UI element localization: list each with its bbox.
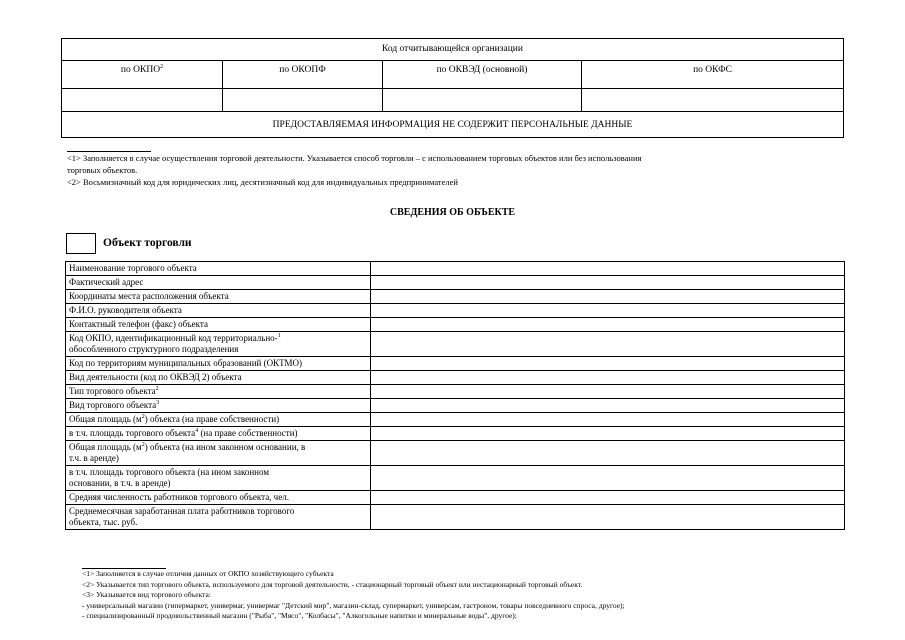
object-row (66, 290, 845, 304)
object-field-label-text: Наименование торгового объекта (69, 263, 197, 273)
object-row (66, 466, 845, 491)
object-field-label-text: Общая площадь (м (69, 414, 142, 424)
object-row (66, 304, 845, 318)
object-row (66, 413, 845, 427)
header-okopf: по ОКОПФ (223, 60, 383, 89)
header-okved: по ОКВЭД (основной) (383, 60, 582, 89)
object-field-label-text: Код по территориям муниципальных образований (ОКТМО) (69, 358, 302, 368)
object-row (66, 441, 845, 466)
object-field-value[interactable] (371, 505, 845, 530)
object-field-value[interactable] (371, 371, 845, 385)
object-field-label-text: Вид деятельности (код по ОКВЭД 2) объекта (69, 372, 242, 382)
object-info-table (65, 261, 845, 530)
object-row (66, 385, 845, 399)
object-row (66, 262, 845, 276)
footnote-line: - специализированный продовольственный магазин ("Рыба", "Мясо", "Колбасы", "Алкогольные напитки и минеральные воды", другое); (82, 611, 517, 620)
footnote-line: <1> Заполняется в случае отличия данных от ОКПО хозяйствующего субъекта (82, 569, 334, 578)
object-field-label (66, 385, 371, 399)
footnotes-top (67, 152, 857, 188)
object-field-label (66, 441, 371, 466)
footnote-line: <2> Восьмизначный код для юридических лиц, десятизначный код для индивидуальных предпринимателей (67, 177, 458, 187)
object-field-label (66, 332, 371, 357)
object-field-label-text: Общая площадь (м (69, 442, 142, 452)
object-field-label (66, 491, 371, 505)
object-row (66, 332, 845, 357)
okved-value-cell[interactable] (383, 89, 582, 112)
object-field-label-text: Тип торгового объекта (69, 386, 156, 396)
object-field-value[interactable] (371, 276, 845, 290)
object-title: Объект торговли (103, 237, 192, 249)
footnotes-bottom (82, 569, 882, 622)
object-field-value[interactable] (371, 466, 845, 491)
object-field-label (66, 262, 371, 276)
object-field-label-text: Средняя численность работников торгового объекта, чел. (69, 492, 289, 502)
trade-object-checkbox[interactable] (66, 233, 96, 254)
object-field-label (66, 371, 371, 385)
object-field-label-text: Фактический адрес (69, 277, 144, 287)
object-field-label-text: Среднемесячная заработанная плата работников торгового (69, 506, 295, 516)
object-field-value[interactable] (371, 262, 845, 276)
object-row (66, 371, 845, 385)
object-field-value[interactable] (371, 290, 845, 304)
object-field-value[interactable] (371, 441, 845, 466)
object-field-value[interactable] (371, 357, 845, 371)
section-heading: СВЕДЕНИЯ ОБ ОБЪЕКТЕ (389, 207, 516, 218)
okfs-value-cell[interactable] (582, 89, 843, 112)
okopf-value-cell[interactable] (223, 89, 383, 112)
object-field-label (66, 427, 371, 441)
object-field-label-text: объекта, тыс. руб. (69, 517, 138, 527)
object-field-label (66, 505, 371, 530)
object-field-label-text: Контактный телефон (факс) объекта (69, 319, 208, 329)
object-field-label-text: основании, в т.ч. в аренде) (69, 478, 171, 488)
footnote-marker: 2 (141, 442, 145, 448)
object-field-label-text: Ф.И.О. руководителя объекта (69, 305, 182, 315)
footnote-line: - универсальный магазин (гипермаркет, универмаг, универмаг "Детский мир", магазин-склад, супермаркет, универсам, гастроном, товары повседневного спроса, другое); (82, 600, 625, 610)
object-row (66, 318, 845, 332)
header-okfs: по ОКФС (582, 60, 843, 89)
object-field-label (66, 466, 371, 491)
object-field-label-text: Вид торгового объекта (69, 400, 157, 410)
footnote-marker: 4 (195, 428, 199, 434)
object-row (66, 399, 845, 413)
object-field-label (66, 276, 371, 290)
footnote-line: торговых объектов. (67, 165, 138, 175)
object-row (66, 357, 845, 371)
object-field-label-text: в т.ч. площадь торгового объекта (69, 428, 196, 438)
object-field-label (66, 304, 371, 318)
object-field-label-text: обособленного структурного подразделения (69, 344, 239, 354)
footnote-line: <2> Указывается тип торгового объекта, используемого для торговой деятельности, - стационарный торговый объект или нестационарный торговый объект. (82, 579, 583, 589)
footnote-marker: 2 (141, 414, 145, 420)
organization-codes-table (61, 38, 844, 138)
footnote-marker: 2 (155, 386, 159, 392)
object-field-value[interactable] (371, 413, 845, 427)
object-field-value[interactable] (371, 427, 845, 441)
object-field-label-text: т.ч. в аренде) (69, 453, 119, 463)
footnote-marker: 3 (156, 400, 160, 406)
object-field-label (66, 413, 371, 427)
personal-data-notice: ПРЕДОСТАВЛЯЕМАЯ ИНФОРМАЦИЯ НЕ СОДЕРЖИТ ПЕРСОНАЛЬНЫЕ ДАННЫЕ (272, 120, 633, 130)
okpo-value-cell[interactable] (62, 89, 223, 112)
object-field-label (66, 357, 371, 371)
header-okpo: по ОКПО$^2$ (62, 60, 223, 89)
codes-table-title: Код отчитывающейся организации (62, 39, 843, 61)
object-row (66, 427, 845, 441)
object-row (66, 491, 845, 505)
object-field-label-text: Код ОКПО, идентификационный код территориально- (69, 333, 278, 343)
object-row (66, 505, 845, 530)
object-field-value[interactable] (371, 491, 845, 505)
object-field-label-text: ) объекта (на ином законном основании, в (144, 442, 306, 452)
footnote-line: <1> Заполняется в случае осуществления торговой деятельности. Указывается способ торговли – с использованием торговых объектов или без использования (67, 153, 642, 163)
object-field-value[interactable] (371, 332, 845, 357)
object-field-label (66, 318, 371, 332)
object-field-label-text: Координаты места расположения объекта (69, 291, 229, 301)
object-field-value[interactable] (371, 318, 845, 332)
footnote-marker: 1 (277, 333, 281, 339)
object-field-label-text: (на праве собственности) (198, 428, 298, 438)
object-field-value[interactable] (371, 385, 845, 399)
object-field-label (66, 399, 371, 413)
object-field-label-text: в т.ч. площадь торгового объекта (на ином законном (69, 467, 270, 477)
object-row (66, 276, 845, 290)
footnote-line: <3> Указывается вид торгового объекта: (82, 590, 211, 599)
object-field-value[interactable] (371, 399, 845, 413)
object-field-value[interactable] (371, 304, 845, 318)
object-field-label (66, 290, 371, 304)
object-field-label-text: ) объекта (на праве собственности) (144, 414, 280, 424)
